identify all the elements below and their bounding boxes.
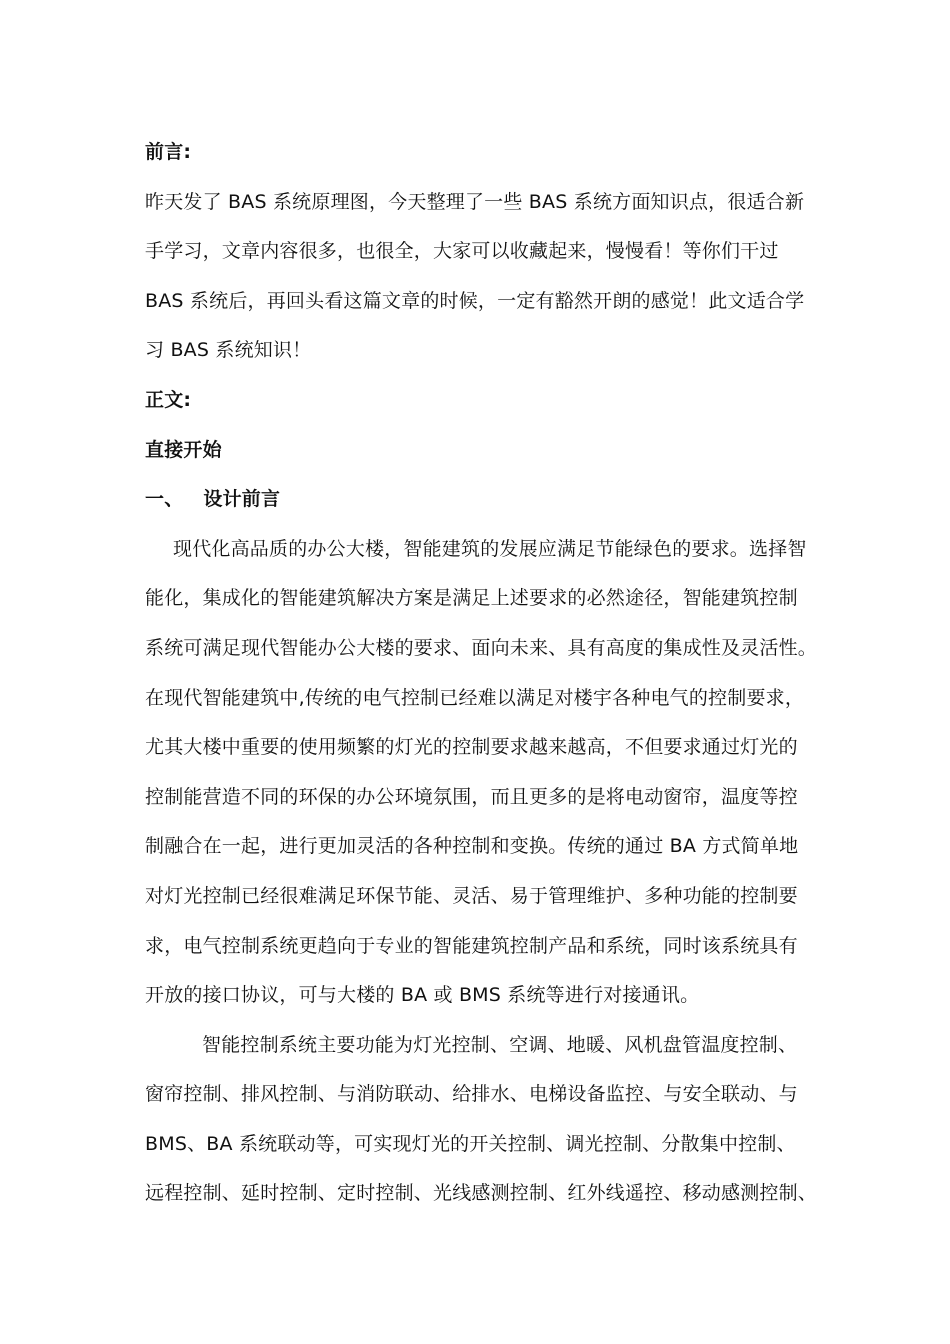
- document-page: [145, 128, 825, 1219]
- preface-line: 昨天发了 BAS 系统原理图，今天整理了一些 BAS 系统方面知识点，很适合新: [145, 190, 805, 213]
- paragraph-line: 对灯光控制已经很难满足环保节能、灵活、易于管理维护、多种功能的控制要: [145, 884, 798, 907]
- paragraph-line: 系统可满足现代智能办公大楼的要求、面向未来、具有高度的集成性及灵活性。: [145, 636, 818, 659]
- section-number: 一、: [145, 488, 184, 511]
- paragraph-line: 求，电气控制系统更趋向于专业的智能建筑控制产品和系统，同时该系统具有: [145, 934, 798, 957]
- paragraph-line: 能化，集成化的智能建筑解决方案是满足上述要求的必然途径，智能建筑控制: [145, 587, 798, 610]
- section-title: 设计前言: [203, 488, 281, 511]
- paragraph-line: 在现代智能建筑中,传统的电气控制已经难以满足对楼宇各种电气的控制要求，: [145, 686, 805, 709]
- paragraph-line: BMS、BA 系统联动等，可实现灯光的开关控制、调光控制、分散集中控制、: [145, 1132, 796, 1155]
- paragraph-line: 制融合在一起，进行更加灵活的各种控制和变换。传统的通过 BA 方式简单地: [145, 835, 799, 858]
- paragraph-line: 窗帘控制、排风控制、与消防联动、给排水、电梯设备监控、与安全联动、与: [145, 1083, 798, 1106]
- preface-line: BAS 系统后，再回头看这篇文章的时候，一定有豁然开朗的感觉！此文适合学: [145, 289, 805, 312]
- paragraph-line: 控制能营造不同的环保的办公环境氛围，而且更多的是将电动窗帘，温度等控: [145, 785, 798, 808]
- start-label: 直接开始: [145, 438, 222, 461]
- paragraph-line: 尤其大楼中重要的使用频繁的灯光的控制要求越来越高，不但要求通过灯光的: [145, 736, 798, 759]
- body-title: 正文:: [145, 388, 192, 411]
- paragraph-line: 智能控制系统主要功能为灯光控制、空调、地暖、风机盘管温度控制、: [202, 1033, 798, 1056]
- section-heading: [145, 475, 825, 525]
- preface-title: 前言:: [145, 141, 192, 163]
- paragraph-line: 远程控制、延时控制、定时控制、光线感测控制、红外线遥控、移动感测控制、: [145, 1182, 818, 1205]
- preface-line: 习 BAS 系统知识！: [145, 339, 312, 362]
- preface-line: 手学习，文章内容很多，也很全，大家可以收藏起来，慢慢看！等你们干过: [145, 240, 779, 263]
- paragraph-line: 开放的接口协议，可与大楼的 BA 或 BMS 系统等进行对接通讯。: [145, 984, 700, 1007]
- paragraph-line: 现代化高品质的办公大楼，智能建筑的发展应满足节能绿色的要求。选择智: [173, 537, 807, 560]
